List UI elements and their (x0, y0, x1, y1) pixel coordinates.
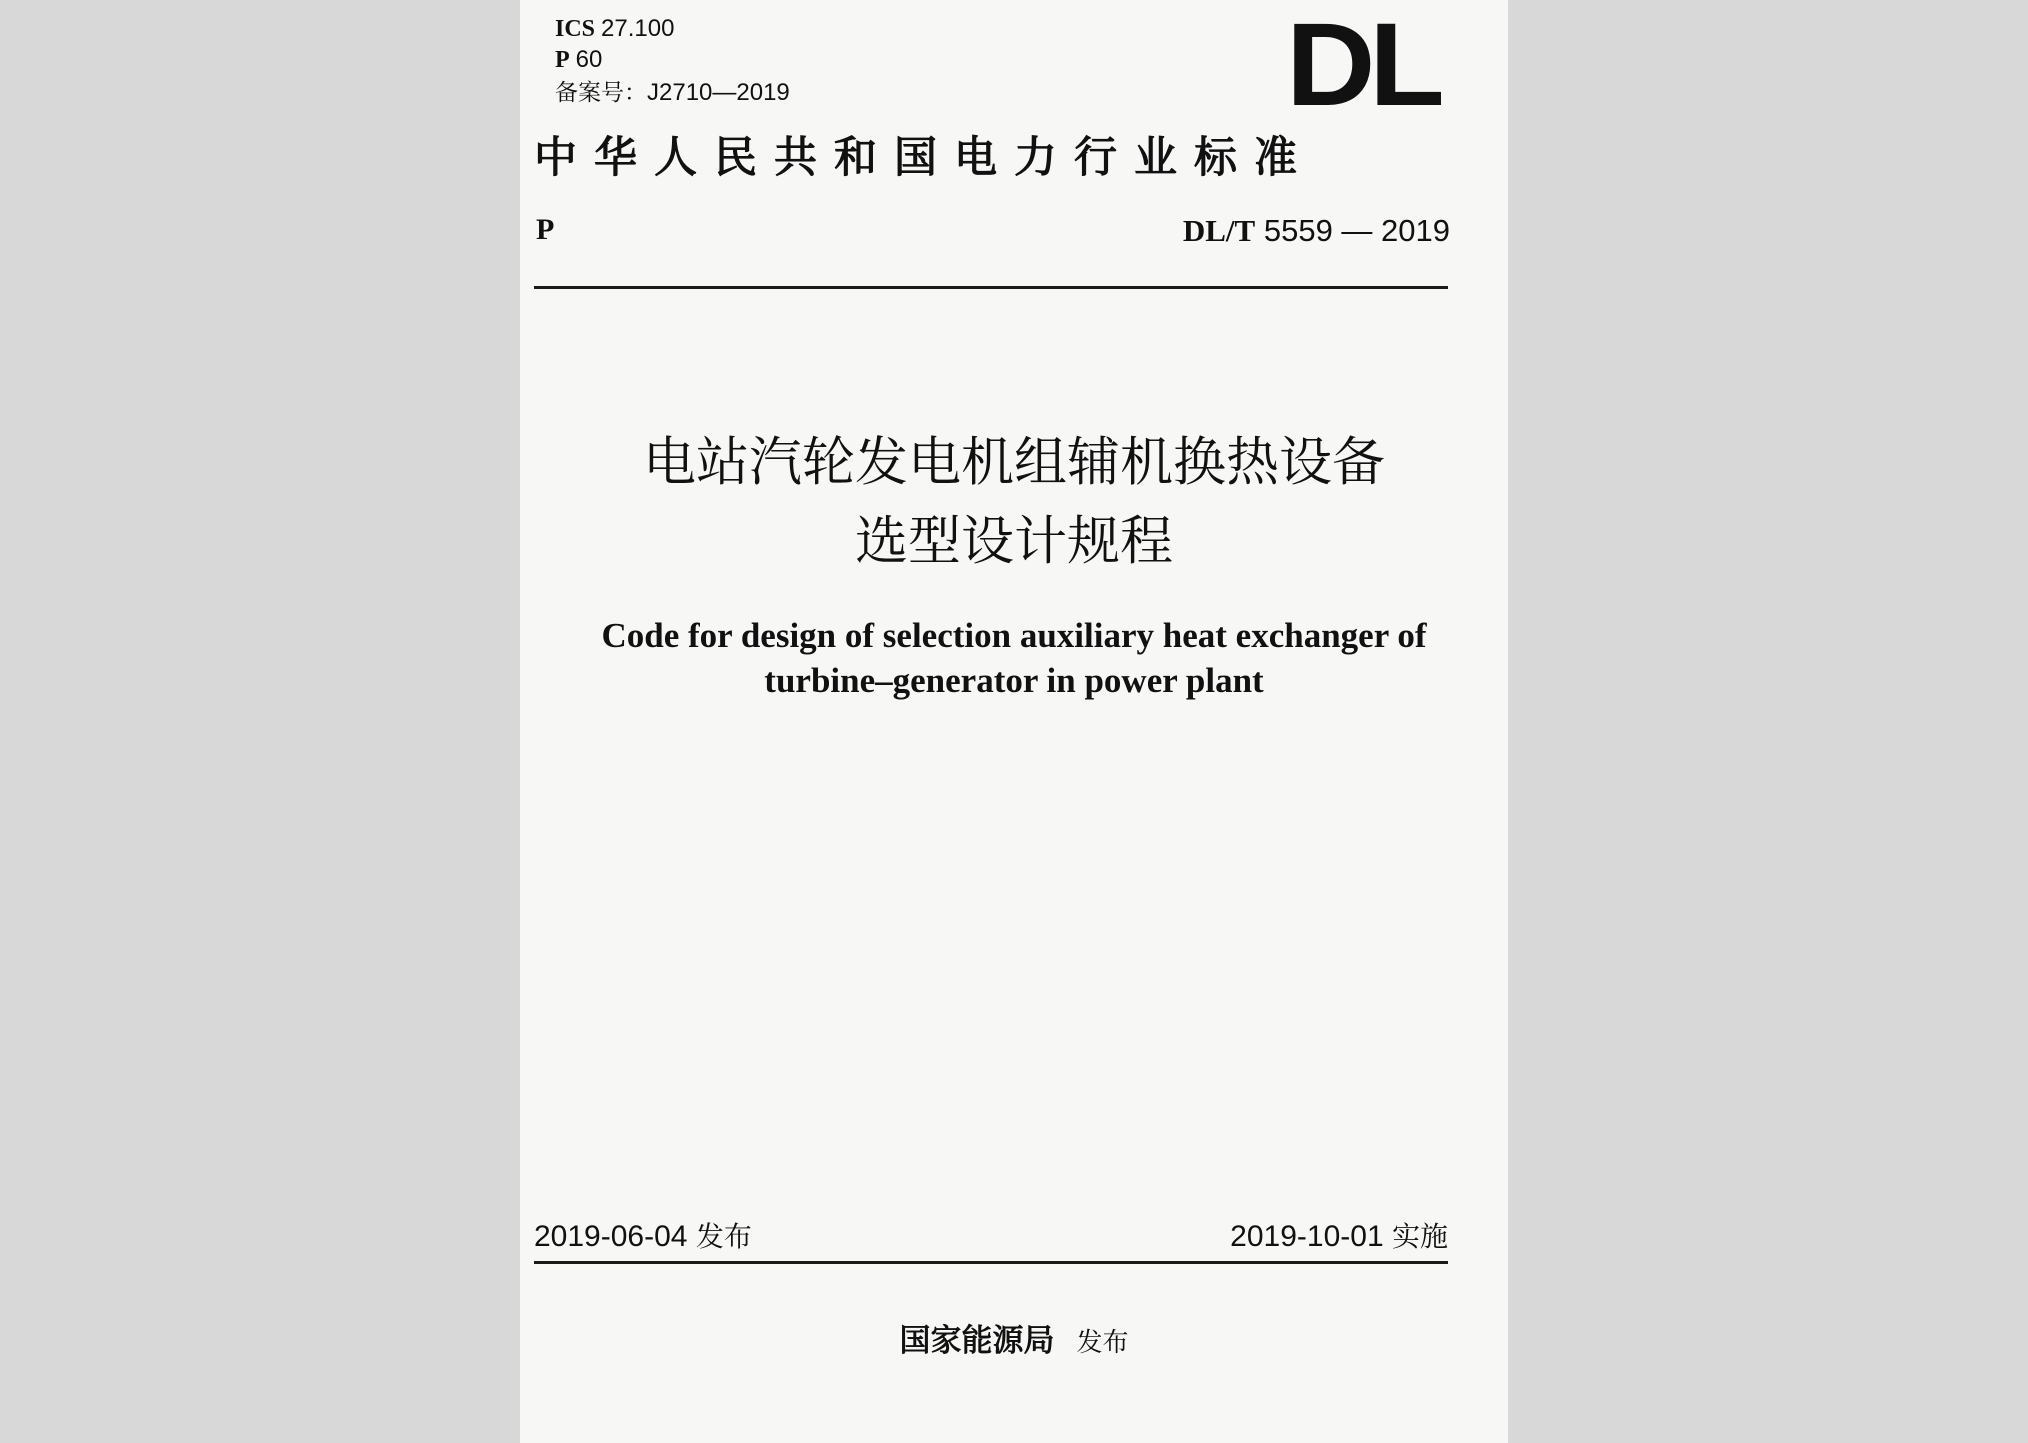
standard-number-value: 5559 — 2019 (1263, 213, 1450, 248)
record-label: 备案号： (555, 80, 647, 106)
publisher-name: 国家能源局 (899, 1323, 1055, 1359)
class-code-line (555, 45, 602, 75)
title-cn-line-1: 电站汽轮发电机组辅机换热设备 (643, 432, 1385, 493)
title-en-line-1: Code for design of selection auxiliary heat exchanger of (601, 616, 1427, 655)
class-value: 60 (575, 46, 603, 73)
publisher-action: 发布 (1076, 1328, 1129, 1358)
title-cn-line-2: 选型设计规程 (855, 511, 1173, 572)
standard-number-prefix: DL/T (1182, 213, 1256, 248)
ics-code (555, 14, 674, 44)
issue-date (534, 1215, 752, 1255)
ics-label: ICS (555, 16, 596, 42)
record-number (555, 78, 790, 108)
bottom-divider (534, 1261, 1448, 1264)
record-value: J2710—2019 (647, 79, 790, 106)
implement-date-value: 2019-10-01 (1230, 1220, 1384, 1253)
document-page (520, 0, 1508, 1443)
class-label: P (555, 47, 570, 73)
implement-date-label: 实施 (1391, 1220, 1448, 1253)
publisher (520, 1315, 1508, 1360)
issue-date-value: 2019-06-04 (534, 1220, 688, 1253)
standard-type-title: 中华人民共和国电力行业标准 (534, 133, 1314, 183)
dl-logo: DL (1285, 0, 1439, 131)
issue-date-label: 发布 (695, 1220, 752, 1253)
ics-value: 27.100 (601, 15, 675, 42)
implement-date (1230, 1215, 1448, 1255)
top-divider (534, 286, 1448, 289)
standard-number (1183, 213, 1450, 249)
classification-letter: P (536, 213, 555, 246)
title-en-line-2: turbine–generator in power plant (764, 661, 1264, 700)
